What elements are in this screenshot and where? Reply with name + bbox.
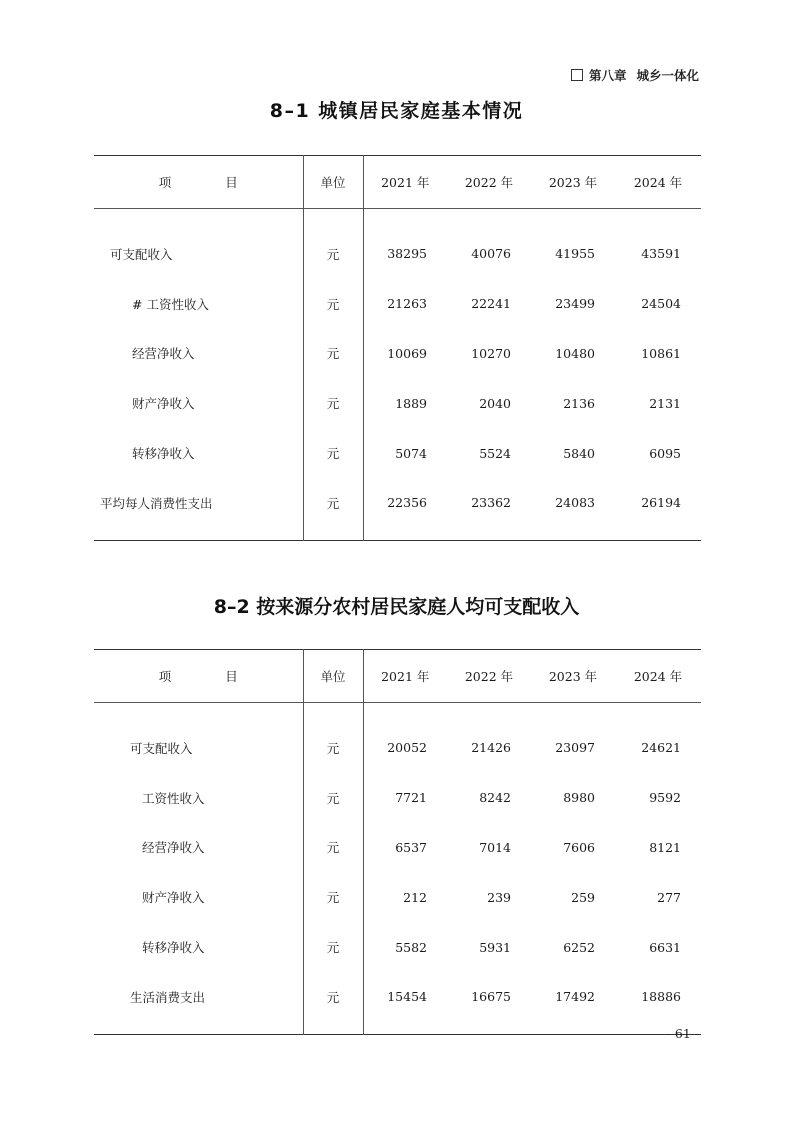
row-unit: 元: [303, 378, 363, 428]
header-item: 项 目: [158, 175, 238, 190]
cell-value: 6631: [649, 939, 681, 955]
row-unit: 元: [303, 872, 363, 922]
cell-value: 22356: [387, 495, 427, 511]
header-year: 2021 年: [381, 175, 430, 190]
table-row: [94, 279, 701, 329]
cell-value: 21263: [387, 296, 427, 312]
table-header-row: [94, 650, 701, 703]
cell-value: 24083: [555, 495, 595, 511]
row-unit: 元: [303, 703, 363, 773]
chapter-label: 第八章: [588, 68, 627, 83]
header-year: 2023 年: [548, 175, 598, 190]
cell-value: 38295: [387, 246, 427, 262]
cell-value: 6537: [395, 839, 427, 855]
row-unit: 元: [303, 329, 363, 379]
row-unit: 元: [303, 428, 363, 478]
cell-value: 6252: [563, 939, 595, 955]
cell-value: 8980: [563, 790, 595, 806]
cell-value: 26194: [641, 495, 681, 511]
cell-value: 5931: [479, 939, 511, 955]
table-row: [94, 972, 701, 1034]
header-year: 2024 年: [633, 669, 683, 684]
table-row: [94, 823, 701, 873]
row-unit: 元: [303, 209, 363, 279]
cell-value: 2136: [563, 395, 595, 411]
cell-value: 8121: [649, 839, 681, 855]
cell-value: 20052: [387, 740, 427, 756]
cell-value: 41955: [555, 246, 595, 262]
table-row: [94, 703, 701, 773]
cell-value: 5074: [395, 445, 427, 461]
table-1-title: 8–1 城镇居民家庭基本情况: [269, 100, 524, 122]
row-label: 平均每人消费性支出: [100, 495, 213, 511]
header-year: 2024 年: [633, 175, 683, 190]
header-year: 2023 年: [548, 669, 598, 684]
header-unit: 单位: [303, 650, 363, 703]
cell-value: 17492: [555, 989, 595, 1005]
cell-value: 40076: [471, 246, 511, 262]
row-label: 可支配收入: [110, 246, 173, 262]
cell-value: 10861: [641, 345, 681, 361]
cell-value: 23499: [555, 296, 595, 312]
row-label: 转移净收入: [142, 940, 205, 956]
row-unit: 元: [303, 773, 363, 823]
table-header-row: [94, 156, 701, 209]
urban-household-table: [94, 155, 701, 541]
table-row: [94, 329, 701, 379]
row-label: 可支配收入: [130, 740, 193, 756]
row-unit: 元: [303, 823, 363, 873]
cell-value: 2040: [479, 395, 511, 411]
cell-value: 5524: [479, 445, 511, 461]
table-row: [94, 773, 701, 823]
cell-value: 7606: [563, 839, 595, 855]
cell-value: 21426: [471, 740, 511, 756]
square-box-icon: [571, 69, 583, 81]
cell-value: 23362: [471, 495, 511, 511]
row-label: 工资性收入: [142, 790, 205, 806]
row-unit: 元: [303, 478, 363, 540]
row-label: 转移净收入: [132, 446, 195, 462]
header-item: 项 目: [158, 669, 238, 684]
cell-value: 18886: [641, 989, 681, 1005]
cell-value: 7721: [395, 790, 427, 806]
cell-value: 2131: [649, 395, 681, 411]
table-row: [94, 922, 701, 972]
cell-value: 24621: [641, 740, 681, 756]
cell-value: 7014: [479, 839, 511, 855]
row-unit: 元: [303, 279, 363, 329]
header-year: 2022 年: [464, 669, 514, 684]
row-label: 经营净收入: [142, 840, 205, 856]
cell-value: 15454: [387, 989, 427, 1005]
row-label: 财产净收入: [142, 890, 205, 906]
cell-value: 239: [487, 889, 511, 905]
cell-value: 24504: [641, 296, 681, 312]
table-row: [94, 209, 701, 279]
row-label: # 工资性收入: [132, 296, 209, 312]
cell-value: 10270: [471, 345, 511, 361]
cell-value: 10480: [555, 345, 595, 361]
cell-value: 22241: [471, 296, 511, 312]
cell-value: 16675: [471, 989, 511, 1005]
cell-value: 259: [571, 889, 595, 905]
cell-value: 212: [403, 889, 427, 905]
table-2-title: 8–2 按来源分农村居民家庭人均可支配收入: [213, 596, 580, 618]
row-label: 生活消费支出: [130, 989, 206, 1005]
row-unit: 元: [303, 972, 363, 1034]
cell-value: 9592: [649, 790, 681, 806]
cell-value: 5582: [395, 939, 427, 955]
cell-value: 1889: [395, 395, 427, 411]
table-row: [94, 478, 701, 540]
rural-income-table: [94, 649, 701, 1035]
table-row: [94, 378, 701, 428]
table-row: [94, 428, 701, 478]
header-unit: 单位: [303, 156, 363, 209]
cell-value: 10069: [387, 345, 427, 361]
running-head: [571, 66, 699, 84]
cell-value: 6095: [649, 445, 681, 461]
cell-value: 43591: [641, 246, 681, 262]
cell-value: 277: [657, 889, 681, 905]
page-number: - 61 -: [666, 1026, 699, 1041]
row-label: 经营净收入: [132, 346, 195, 362]
cell-value: 8242: [479, 790, 511, 806]
table-row: [94, 872, 701, 922]
row-unit: 元: [303, 922, 363, 972]
cell-value: 5840: [563, 445, 595, 461]
header-year: 2022 年: [464, 175, 514, 190]
header-year: 2021 年: [381, 669, 430, 684]
chapter-title: 城乡一体化: [636, 68, 699, 83]
row-label: 财产净收入: [132, 396, 195, 412]
cell-value: 23097: [555, 740, 595, 756]
